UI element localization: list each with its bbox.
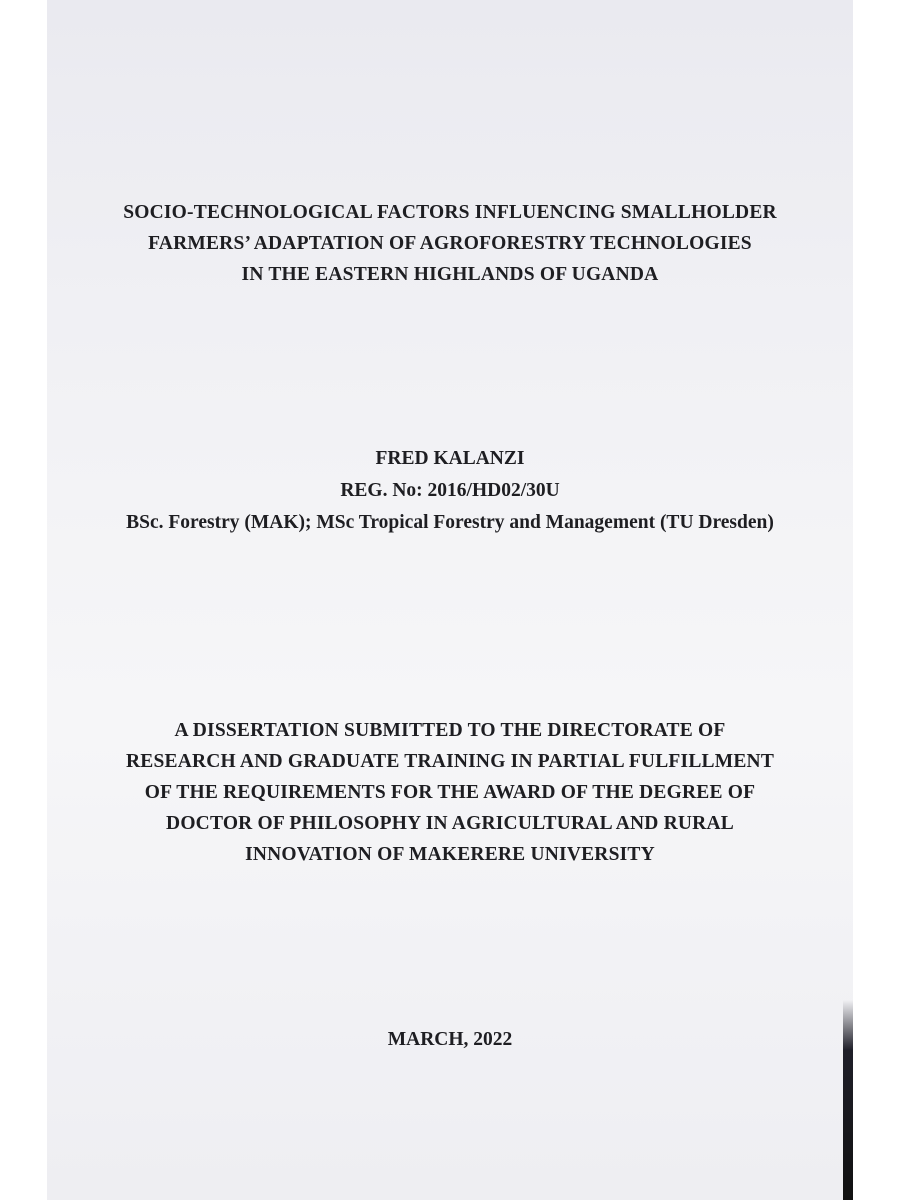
author-name: FRED KALANZI: [375, 448, 525, 469]
dissertation-statement-line: DOCTOR OF PHILOSOPHY IN AGRICULTURAL AND RURAL: [166, 813, 734, 834]
dissertation-statement-line: A DISSERTATION SUBMITTED TO THE DIRECTORATE OF: [174, 720, 726, 741]
dissertation-statement: [47, 715, 853, 870]
thesis-title-line: FARMERS’ ADAPTATION OF AGROFORESTRY TECHNOLOGIES: [148, 233, 752, 254]
dissertation-statement-line: OF THE REQUIREMENTS FOR THE AWARD OF THE DEGREE OF: [144, 782, 756, 803]
dissertation-statement-line: INNOVATION OF MAKERERE UNIVERSITY: [245, 844, 655, 865]
thesis-title-line: SOCIO-TECHNOLOGICAL FACTORS INFLUENCING SMALLHOLDER: [123, 202, 777, 223]
thesis-title-line: IN THE EASTERN HIGHLANDS OF UGANDA: [241, 264, 659, 285]
registration-number: REG. No: 2016/HD02/30U: [340, 480, 560, 501]
author-info: [47, 443, 853, 539]
submission-date: [47, 1025, 853, 1055]
thesis-title: [47, 197, 853, 290]
author-qualifications: BSc. Forestry (MAK); MSc Tropical Forestry and Management (TU Dresden): [126, 512, 774, 533]
title-page: [47, 0, 853, 1200]
dissertation-statement-line: RESEARCH AND GRADUATE TRAINING IN PARTIAL FULFILLMENT: [125, 751, 775, 772]
submission-date-text: MARCH, 2022: [387, 1029, 513, 1050]
